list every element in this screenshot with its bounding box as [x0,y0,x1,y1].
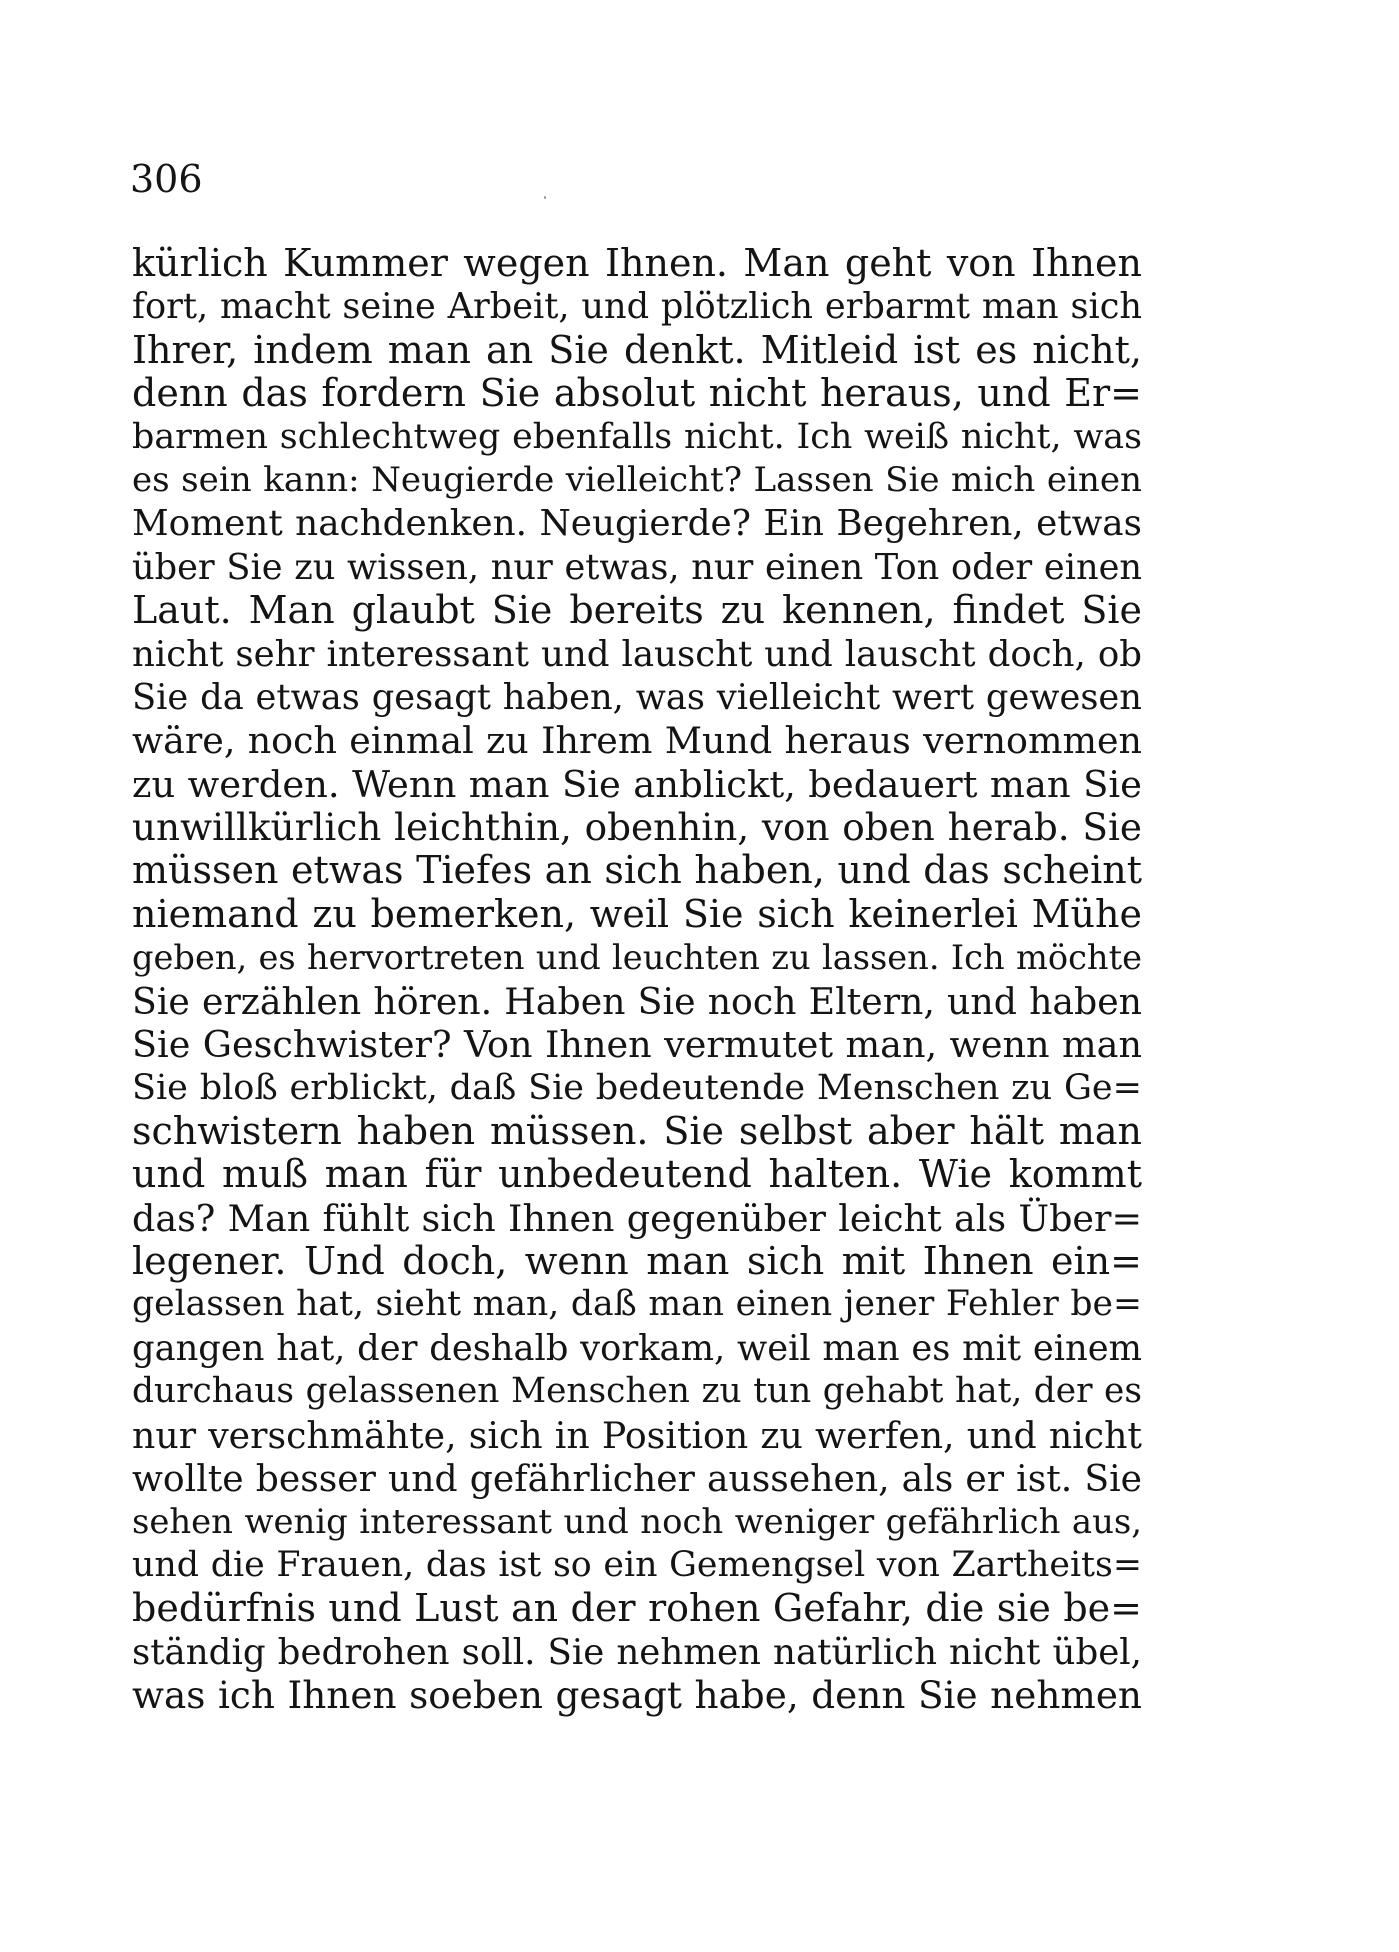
text-line: geben, es hervortreten und leuchten zu lassen. Ich möchte [132,938,1142,978]
text-line: durchaus gelassenen Menschen zu tun gehabt hat, der es [132,1371,1142,1412]
text-line: Sie erzählen hören. Haben Sie noch Eltern, und haben [132,979,1142,1023]
text-line: gangen hat, der deshalb vorkam, weil man es mit einem [132,1327,1142,1369]
text-line: kürlich Kummer wegen Ihnen. Man geht von Ihnen [132,241,1142,285]
text-line: ständig bedrohen soll. Sie nehmen natürlich nicht übel, [132,1631,1142,1673]
text-line: zu werden. Wenn man Sie anblickt, bedauert man Sie [132,762,1142,806]
text-line: und muß man für unbedeutend halten. Wie kommt [132,1152,1142,1197]
text-line: Sie Geschwister? Von Ihnen vermutet man, wenn man [132,1023,1142,1067]
text-line: fort, macht seine Arbeit, und plötzlich erbarmt man sich [132,286,1142,328]
text-line: nicht sehr interessant und lauscht und lauscht doch, ob [132,633,1142,675]
text-line: Moment nachdenken. Neugierde? Ein Begehren, etwas [132,503,1142,545]
body-text [132,242,1142,1717]
text-line: Laut. Man glaubt Sie bereits zu kennen, findet Sie [132,588,1142,633]
text-line: Ihrer, indem man an Sie denkt. Mitleid ist es nicht, [132,327,1142,372]
text-line: müssen etwas Tiefes an sich haben, und das scheint [132,848,1142,893]
text-line: Sie da etwas gesagt haben, was vielleicht wert gewesen [132,676,1142,718]
text-line: gelassen hat, sieht man, daß man einen jener Fehler be= [132,1284,1142,1325]
text-line: denn das fordern Sie absolut nicht heraus, und Er= [132,371,1142,416]
text-line: es sein kann: Neugierde vielleicht? Lassen Sie mich einen [132,459,1142,500]
text-line: und die Frauen, das ist so ein Gemengsel von Zartheits= [132,1544,1142,1585]
text-line: legener. Und doch, wenn man sich mit Ihnen ein= [132,1238,1142,1283]
text-line: barmen schlechtweg ebenfalls nicht. Ich weiß nicht, was [132,416,1142,457]
text-line: nur verschmähte, sich in Position zu werfen, und nicht [132,1413,1142,1457]
text-line: wollte besser und gefährlicher aussehen, als er ist. Sie [132,1456,1142,1500]
text-line: wäre, noch einmal zu Ihrem Mund heraus vernommen [132,719,1142,763]
text-line: was ich Ihnen soeben gesagt habe, denn Sie nehmen [132,1672,1142,1717]
text-line: über Sie zu wissen, nur etwas, nur einen Ton oder einen [132,546,1142,588]
text-line: bedürfnis und Lust an der rohen Gefahr, die sie be= [132,1586,1142,1631]
text-line: schwistern haben müssen. Sie selbst aber hält man [132,1108,1142,1153]
text-line: Sie bloß erblickt, daß Sie bedeutende Menschen zu Ge= [132,1067,1142,1109]
text-line: das? Man fühlt sich Ihnen gegenüber leicht als Über= [132,1196,1142,1240]
text-line: unwillkürlich leichthin, obenhin, von oben herab. Sie [132,805,1142,850]
text-line: niemand zu bemerken, weil Sie sich keinerlei Mühe [132,891,1142,936]
paper-speck [544,196,546,199]
page-number: 306 [130,157,203,201]
text-line: sehen wenig interessant und noch weniger gefährlich aus, [132,1502,1142,1542]
